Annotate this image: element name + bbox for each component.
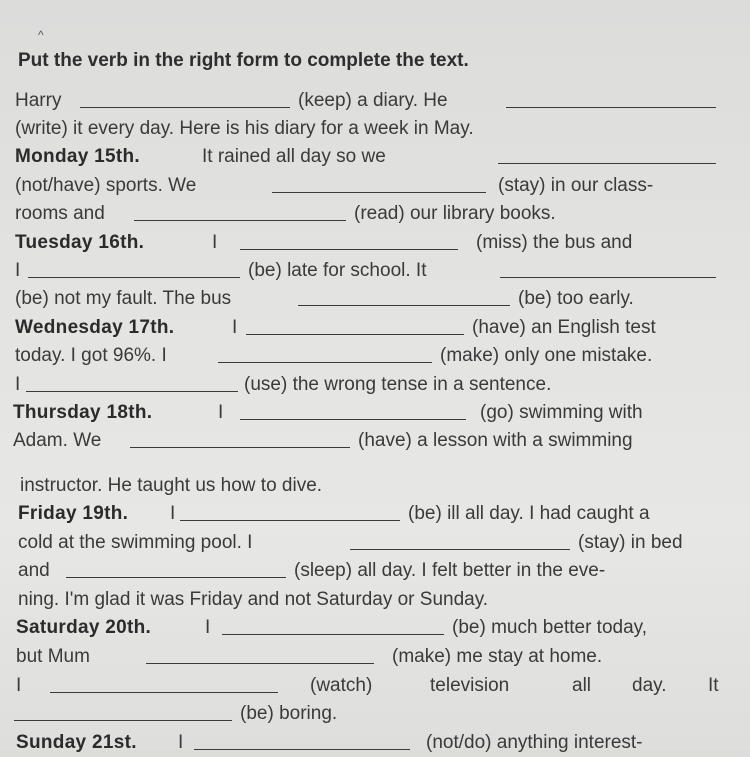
answer-blank[interactable] <box>222 634 444 635</box>
day-heading: Wednesday 17th. <box>15 317 175 338</box>
pen-mark: ^ <box>38 28 44 42</box>
text-segment: Harry <box>15 90 62 111</box>
text-segment: I <box>205 617 211 638</box>
answer-blank[interactable] <box>272 192 486 193</box>
text-segment: I <box>15 260 21 281</box>
text-segment: (sleep) all day. I felt better in the eve- <box>294 560 606 581</box>
text-segment: I <box>16 675 22 696</box>
text-segment: (miss) the bus and <box>476 232 633 253</box>
text-segment: Adam. We <box>13 430 102 451</box>
text-segment: I <box>15 374 21 395</box>
answer-blank[interactable] <box>498 163 716 164</box>
text-segment: (write) it every day. Here is his diary for a week in May. <box>15 118 474 139</box>
answer-blank[interactable] <box>240 249 458 250</box>
answer-blank[interactable] <box>500 277 716 278</box>
text-segment: I <box>232 317 238 338</box>
answer-blank[interactable] <box>14 720 232 721</box>
answer-blank[interactable] <box>66 577 286 578</box>
text-segment: (have) a lesson with a swimming <box>358 430 633 451</box>
day-heading: Tuesday 16th. <box>15 232 145 253</box>
text-segment: television <box>430 675 510 696</box>
text-segment: (not/do) anything interest- <box>426 732 643 753</box>
exercise-instruction: Put the verb in the right form to complete the text. <box>18 50 469 71</box>
day-heading: Thursday 18th. <box>13 402 153 423</box>
text-segment: I <box>178 732 184 753</box>
text-segment: I <box>170 503 176 524</box>
text-segment: (not/have) sports. We <box>15 175 197 196</box>
text-segment: (have) an English test <box>472 317 656 338</box>
answer-blank[interactable] <box>218 362 432 363</box>
answer-blank[interactable] <box>350 549 570 550</box>
text-segment: It <box>708 675 719 696</box>
day-heading: Sunday 21st. <box>16 732 137 753</box>
answer-blank[interactable] <box>26 391 238 392</box>
text-segment: and <box>18 560 50 581</box>
answer-blank[interactable] <box>50 692 278 693</box>
answer-blank[interactable] <box>134 220 346 221</box>
text-segment: (be) much better today, <box>452 617 648 638</box>
text-segment: It rained all day so we <box>202 146 386 167</box>
text-segment: but Mum <box>16 646 90 667</box>
text-segment: ning. I'm glad it was Friday and not Saturday or Sunday. <box>18 589 489 610</box>
text-segment: (be) late for school. It <box>248 260 427 281</box>
text-segment: (be) not my fault. The bus <box>15 288 232 309</box>
answer-blank[interactable] <box>506 107 716 108</box>
text-segment: (be) boring. <box>240 703 338 724</box>
text-segment: (stay) in our class- <box>498 175 654 196</box>
text-segment: rooms and <box>15 203 105 224</box>
answer-blank[interactable] <box>130 447 350 448</box>
text-segment: (stay) in bed <box>578 532 683 553</box>
text-segment: (make) only one mistake. <box>440 345 653 366</box>
answer-blank[interactable] <box>240 419 466 420</box>
text-segment: (read) our library books. <box>354 203 556 224</box>
text-segment: day. <box>632 675 667 696</box>
text-segment: all <box>572 675 592 696</box>
answer-blank[interactable] <box>80 107 290 108</box>
text-segment: (go) swimming with <box>480 402 643 423</box>
text-segment: today. I got 96%. I <box>15 345 167 366</box>
text-segment: (make) me stay at home. <box>392 646 603 667</box>
text-segment: (use) the wrong tense in a sentence. <box>244 374 552 395</box>
day-heading: Saturday 20th. <box>16 617 152 638</box>
text-segment: I <box>212 232 218 253</box>
text-segment: (be) ill all day. I had caught a <box>408 503 650 524</box>
text-segment: (keep) a diary. He <box>298 90 448 111</box>
answer-blank[interactable] <box>146 663 374 664</box>
text-segment: instructor. He taught us how to dive. <box>20 475 323 496</box>
text-segment: cold at the swimming pool. I <box>18 532 253 553</box>
answer-blank[interactable] <box>246 334 464 335</box>
answer-blank[interactable] <box>298 305 510 306</box>
day-heading: Friday 19th. <box>18 503 129 524</box>
text-segment: (watch) <box>310 675 373 696</box>
text-segment: (be) too early. <box>518 288 634 309</box>
day-heading: Monday 15th. <box>15 146 141 167</box>
text-segment: I <box>218 402 224 423</box>
answer-blank[interactable] <box>28 277 240 278</box>
answer-blank[interactable] <box>180 520 400 521</box>
